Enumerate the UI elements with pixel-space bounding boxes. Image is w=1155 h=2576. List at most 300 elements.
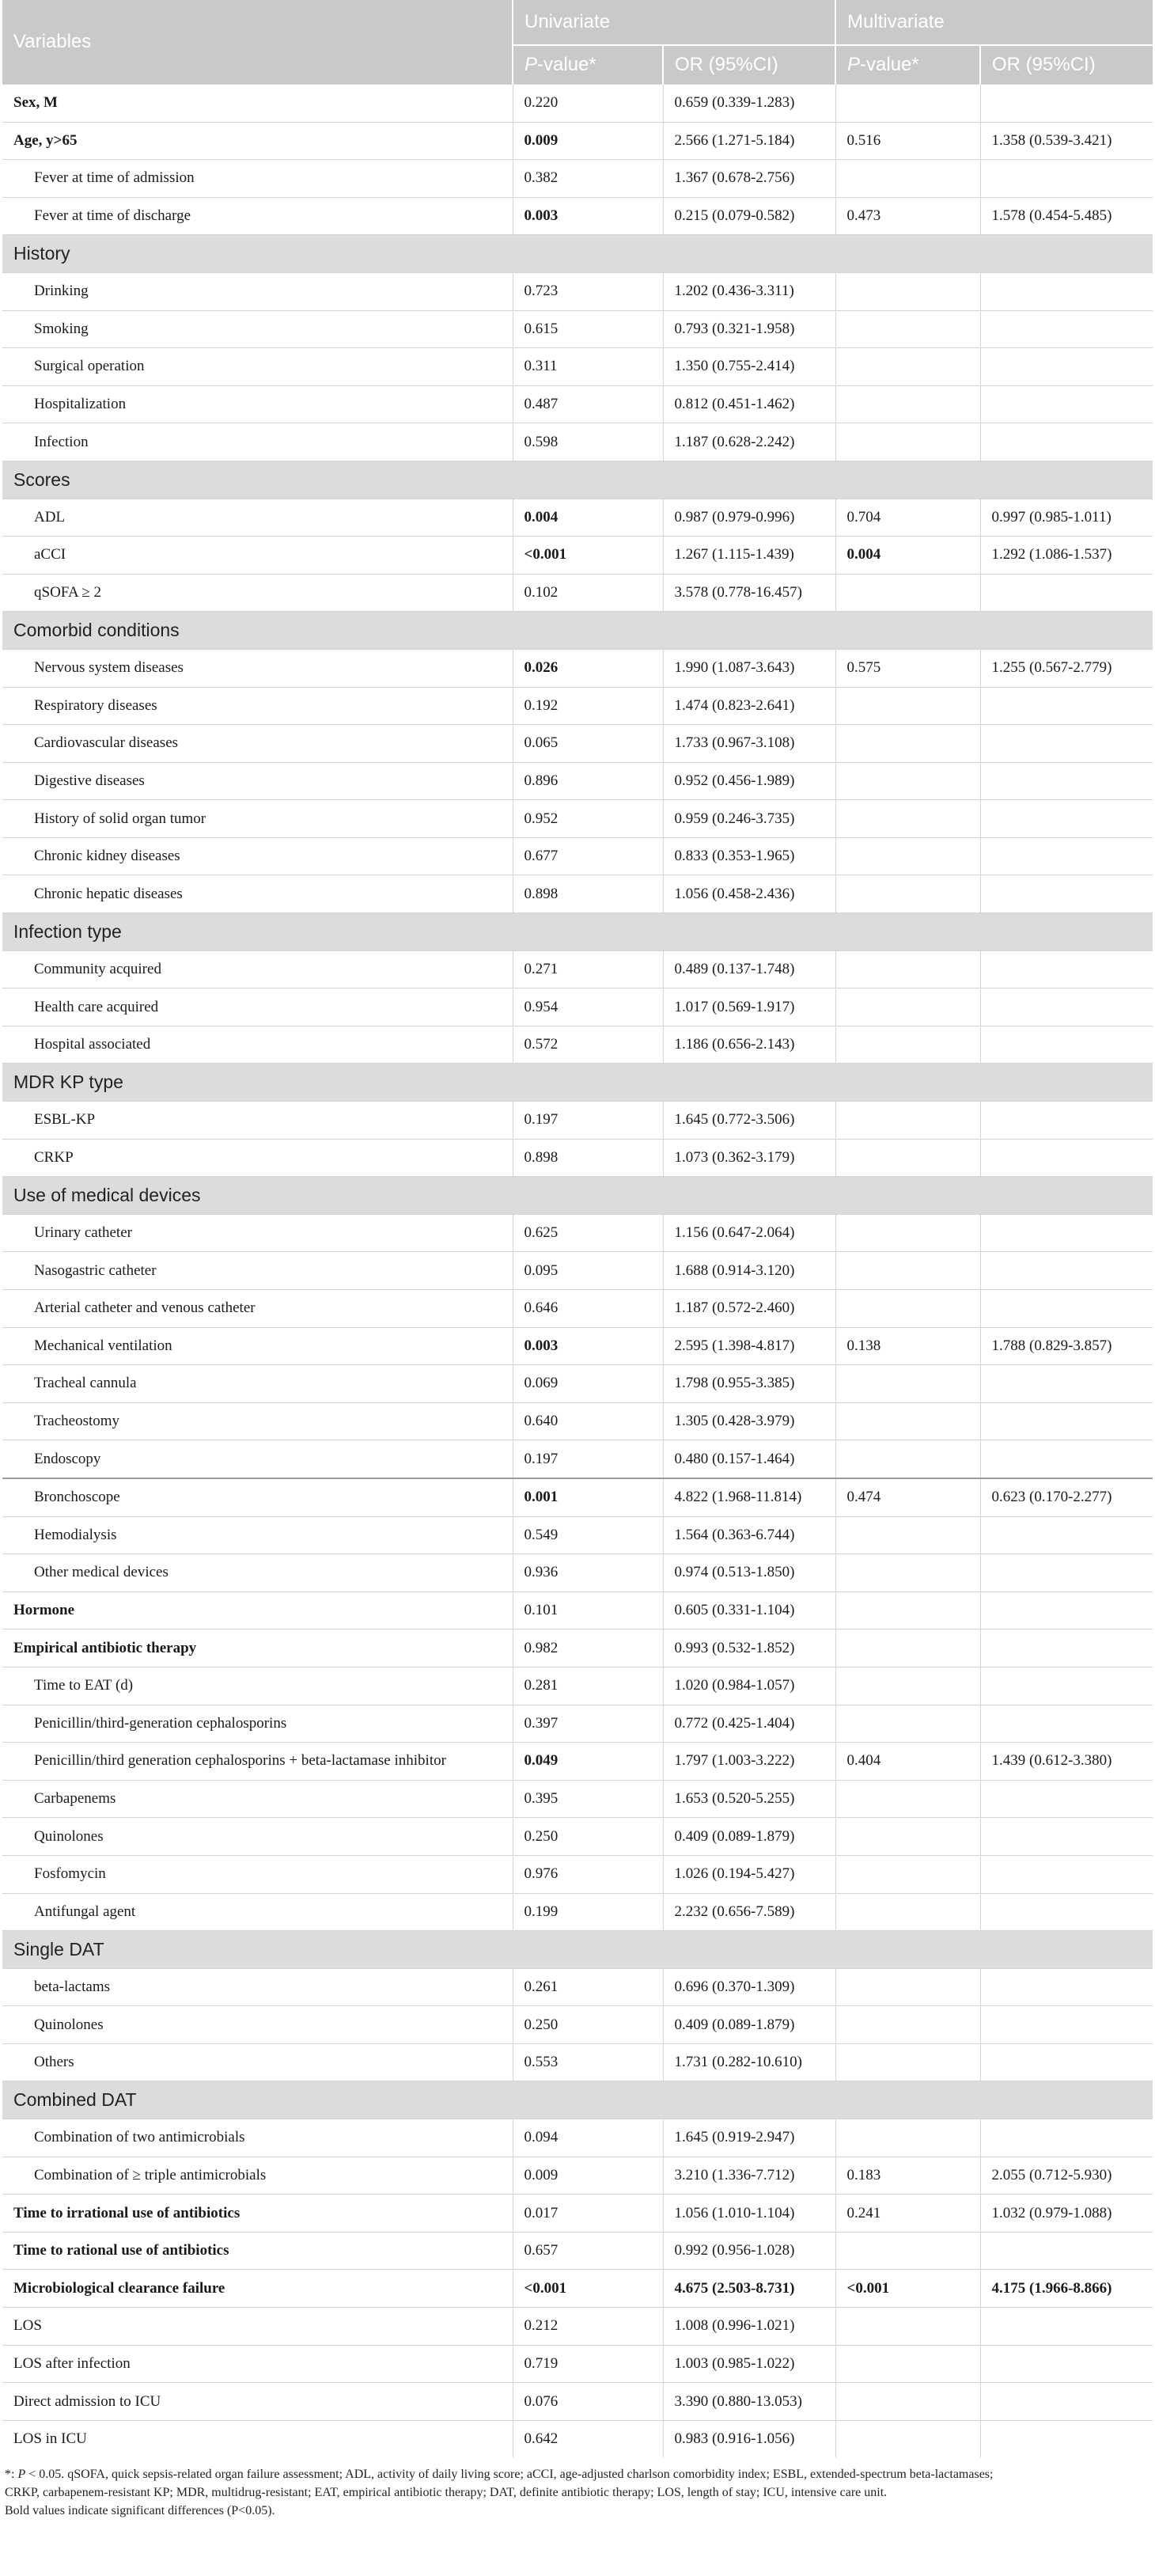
univariate-p-cell: 0.646 [513, 1290, 663, 1328]
variable-cell: ADL [2, 499, 513, 537]
univariate-or-cell: 1.056 (1.010-1.104) [663, 2195, 835, 2233]
table-row [2, 2232, 1153, 2270]
multivariate-p-cell [835, 875, 980, 913]
variable-cell: Surgical operation [2, 348, 513, 386]
section-row [2, 612, 1153, 650]
multivariate-p-cell [835, 310, 980, 348]
table-row [2, 1365, 1153, 1403]
univariate-or-cell: 1.156 (0.647-2.064) [663, 1214, 835, 1252]
table-row [2, 423, 1153, 461]
multivariate-or-cell [980, 2119, 1153, 2157]
section-label: Combined DAT [2, 2081, 1153, 2119]
univariate-or-cell: 4.822 (1.968-11.814) [663, 1478, 835, 1516]
multivariate-or-cell [980, 1893, 1153, 1931]
univariate-or-cell: 0.659 (0.339-1.283) [663, 85, 835, 123]
multivariate-or-cell [980, 348, 1153, 386]
table-row [2, 1554, 1153, 1592]
table-row [2, 348, 1153, 386]
variable-cell: qSOFA ≥ 2 [2, 574, 513, 612]
table-row [2, 1440, 1153, 1478]
multivariate-p-cell [835, 1893, 980, 1931]
univariate-p-cell: 0.898 [513, 875, 663, 913]
univariate-p-cell: 0.003 [513, 197, 663, 235]
table-row [2, 1026, 1153, 1064]
variable-cell: Nasogastric catheter [2, 1252, 513, 1290]
multivariate-p-cell [835, 1290, 980, 1328]
results-table [2, 0, 1153, 2457]
variable-cell: Combination of two antimicrobials [2, 2119, 513, 2157]
variable-cell: Penicillin/third generation cephalosporins + beta-lactamase inhibitor [2, 1743, 513, 1781]
multivariate-or-cell [980, 1667, 1153, 1705]
univariate-or-cell: 0.489 (0.137-1.748) [663, 950, 835, 988]
univariate-or-cell: 0.215 (0.079-0.582) [663, 197, 835, 235]
table-row [2, 1478, 1153, 1516]
variable-cell: Arterial catheter and venous catheter [2, 1290, 513, 1328]
univariate-p-cell: 0.640 [513, 1402, 663, 1440]
univariate-p-cell: 0.657 [513, 2232, 663, 2270]
multivariate-p-cell [835, 1139, 980, 1177]
univariate-p-cell: 0.101 [513, 1592, 663, 1629]
univariate-or-cell: 1.564 (0.363-6.744) [663, 1516, 835, 1554]
multivariate-p-cell [835, 1968, 980, 2006]
univariate-p-cell: 0.598 [513, 423, 663, 461]
section-label: History [2, 235, 1153, 273]
univariate-or-cell: 1.056 (0.458-2.436) [663, 875, 835, 913]
variable-cell: ESBL-KP [2, 1102, 513, 1140]
univariate-or-cell: 1.305 (0.428-3.979) [663, 1402, 835, 1440]
univariate-or-cell: 0.833 (0.353-1.965) [663, 837, 835, 875]
univariate-or-cell: 1.688 (0.914-3.120) [663, 1252, 835, 1290]
multivariate-or-cell: 2.055 (0.712-5.930) [980, 2157, 1153, 2195]
table-row [2, 1780, 1153, 1818]
multivariate-p-cell [835, 348, 980, 386]
table-row [2, 1705, 1153, 1743]
multivariate-or-cell [980, 762, 1153, 800]
table-row [2, 1855, 1153, 1893]
univariate-or-cell: 0.480 (0.157-1.464) [663, 1440, 835, 1478]
univariate-or-cell: 0.974 (0.513-1.850) [663, 1554, 835, 1592]
univariate-p-cell: 0.976 [513, 1855, 663, 1893]
univariate-or-cell: 0.992 (0.956-1.028) [663, 2232, 835, 2270]
multivariate-p-cell [835, 2232, 980, 2270]
univariate-p-cell: 0.723 [513, 272, 663, 310]
table-row [2, 2270, 1153, 2308]
univariate-or-cell: 1.367 (0.678-2.756) [663, 160, 835, 198]
multivariate-p-cell [835, 1705, 980, 1743]
univariate-p-cell: 0.553 [513, 2043, 663, 2081]
variable-cell: Penicillin/third-generation cephalosporins [2, 1705, 513, 1743]
table-row [2, 875, 1153, 913]
univariate-or-cell: 0.605 (0.331-1.104) [663, 1592, 835, 1629]
variable-cell: Urinary catheter [2, 1214, 513, 1252]
univariate-or-cell: 3.578 (0.778-16.457) [663, 574, 835, 612]
multivariate-p-cell [835, 1554, 980, 1592]
multivariate-or-cell [980, 2232, 1153, 2270]
multivariate-or-cell [980, 574, 1153, 612]
variable-cell: Endoscopy [2, 1440, 513, 1478]
univariate-p-cell: 0.250 [513, 2006, 663, 2044]
variables-header: Variables [2, 0, 513, 85]
multivariate-or-cell [980, 1592, 1153, 1629]
section-label: MDR KP type [2, 1064, 1153, 1102]
multivariate-or-cell [980, 1516, 1153, 1554]
table-row [2, 2157, 1153, 2195]
univariate-p-cell: 0.009 [513, 2157, 663, 2195]
univariate-or-cell: 0.952 (0.456-1.989) [663, 762, 835, 800]
univariate-p-cell: 0.677 [513, 837, 663, 875]
multivariate-or-cell [980, 800, 1153, 838]
multivariate-or-cell [980, 85, 1153, 123]
univariate-p-cell: 0.212 [513, 2308, 663, 2346]
multivariate-p-cell [835, 2119, 980, 2157]
multivariate-p-cell: 0.473 [835, 197, 980, 235]
multivariate-or-cell: 1.292 (1.086-1.537) [980, 537, 1153, 575]
variable-cell: LOS in ICU [2, 2420, 513, 2457]
table-row [2, 1102, 1153, 1140]
univariate-or-cell: 1.474 (0.823-2.641) [663, 687, 835, 725]
multivariate-p-cell [835, 762, 980, 800]
univariate-p-cell: 0.001 [513, 1478, 663, 1516]
multivariate-p-cell: 0.704 [835, 499, 980, 537]
variable-cell: Combination of ≥ triple antimicrobials [2, 2157, 513, 2195]
table-row [2, 2195, 1153, 2233]
multivariate-p-cell: 0.404 [835, 1743, 980, 1781]
univariate-p-cell: 0.250 [513, 1818, 663, 1856]
multivariate-or-cell [980, 2420, 1153, 2457]
univariate-p-cell: 0.004 [513, 499, 663, 537]
table-row [2, 649, 1153, 687]
table-row [2, 1968, 1153, 2006]
variable-cell: Time to EAT (d) [2, 1667, 513, 1705]
univariate-or-cell: 1.797 (1.003-3.222) [663, 1743, 835, 1781]
univariate-or-cell: 1.733 (0.967-3.108) [663, 725, 835, 763]
univariate-or-cell: 2.566 (1.271-5.184) [663, 122, 835, 160]
multivariate-or-cell [980, 1026, 1153, 1064]
univariate-header: Univariate [513, 0, 835, 45]
variable-cell: LOS after infection [2, 2345, 513, 2383]
multivariate-or-cell [980, 2345, 1153, 2383]
variable-cell: Cardiovascular diseases [2, 725, 513, 763]
variable-cell: Hospitalization [2, 385, 513, 423]
variable-cell: Hospital associated [2, 1026, 513, 1064]
univariate-or-cell: 0.772 (0.425-1.404) [663, 1705, 835, 1743]
variable-cell: Sex, M [2, 85, 513, 123]
univariate-p-cell: 0.642 [513, 2420, 663, 2457]
table-row [2, 272, 1153, 310]
variable-cell: Drinking [2, 272, 513, 310]
table-row [2, 950, 1153, 988]
table-row [2, 1743, 1153, 1781]
variable-cell: Smoking [2, 310, 513, 348]
univariate-or-header: OR (95%CI) [663, 45, 835, 85]
table-row [2, 1327, 1153, 1365]
multivariate-or-cell [980, 1554, 1153, 1592]
univariate-or-cell: 0.696 (0.370-1.309) [663, 1968, 835, 2006]
multivariate-or-cell [980, 385, 1153, 423]
univariate-or-cell: 0.987 (0.979-0.996) [663, 499, 835, 537]
section-row [2, 913, 1153, 951]
univariate-p-cell: 0.397 [513, 1705, 663, 1743]
univariate-or-cell: 0.812 (0.451-1.462) [663, 385, 835, 423]
univariate-or-cell: 3.210 (1.336-7.712) [663, 2157, 835, 2195]
univariate-p-cell: 0.220 [513, 85, 663, 123]
variable-cell: Respiratory diseases [2, 687, 513, 725]
variable-cell: Others [2, 2043, 513, 2081]
section-label: Use of medical devices [2, 1177, 1153, 1215]
variable-cell: Chronic hepatic diseases [2, 875, 513, 913]
multivariate-p-cell: <0.001 [835, 2270, 980, 2308]
variable-cell: Time to irrational use of antibiotics [2, 2195, 513, 2233]
univariate-or-cell: 1.990 (1.087-3.643) [663, 649, 835, 687]
univariate-p-cell: 0.076 [513, 2383, 663, 2421]
univariate-p-cell: 0.896 [513, 762, 663, 800]
multivariate-or-cell [980, 1139, 1153, 1177]
multivariate-p-cell [835, 1516, 980, 1554]
multivariate-p-cell: 0.004 [835, 537, 980, 575]
table-row [2, 2119, 1153, 2157]
table-body [2, 85, 1153, 2458]
table-row [2, 1592, 1153, 1629]
footnote-line-2: CRKP, carbapenem-resistant KP; MDR, multidrug-resistant; EAT, empirical antibiotic therapy; DAT, definite antibiotic therapy; LOS, length of stay; ICU, intensive care unit. [5, 2486, 888, 2500]
multivariate-or-cell [980, 1855, 1153, 1893]
variable-cell: Hormone [2, 1592, 513, 1629]
multivariate-header: Multivariate [835, 0, 1153, 45]
variable-cell: Health care acquired [2, 988, 513, 1026]
multivariate-p-cell [835, 2420, 980, 2457]
multivariate-p-cell [835, 988, 980, 1026]
variable-cell: Time to rational use of antibiotics [2, 2232, 513, 2270]
univariate-or-cell: 0.793 (0.321-1.958) [663, 310, 835, 348]
univariate-p-cell: 0.065 [513, 725, 663, 763]
table-row [2, 1667, 1153, 1705]
univariate-or-cell: 1.267 (1.115-1.439) [663, 537, 835, 575]
table-row [2, 310, 1153, 348]
table-row [2, 1252, 1153, 1290]
variable-cell: Quinolones [2, 2006, 513, 2044]
multivariate-or-cell [980, 310, 1153, 348]
univariate-or-cell: 1.017 (0.569-1.917) [663, 988, 835, 1026]
table-row [2, 2308, 1153, 2346]
multivariate-p-cell [835, 385, 980, 423]
univariate-or-cell: 1.645 (0.919-2.947) [663, 2119, 835, 2157]
multivariate-or-cell [980, 950, 1153, 988]
univariate-or-cell: 1.731 (0.282-10.610) [663, 2043, 835, 2081]
multivariate-or-cell [980, 1402, 1153, 1440]
univariate-p-cell: 0.199 [513, 1893, 663, 1931]
univariate-or-cell: 1.187 (0.572-2.460) [663, 1290, 835, 1328]
multivariate-p-cell [835, 2043, 980, 2081]
section-label: Scores [2, 461, 1153, 499]
variable-cell: Antifungal agent [2, 1893, 513, 1931]
univariate-p-cell: 0.271 [513, 950, 663, 988]
multivariate-or-cell [980, 1780, 1153, 1818]
multivariate-p-cell [835, 2308, 980, 2346]
variable-cell: Mechanical ventilation [2, 1327, 513, 1365]
univariate-or-cell: 1.350 (0.755-2.414) [663, 348, 835, 386]
univariate-or-cell: 1.073 (0.362-3.179) [663, 1139, 835, 1177]
multivariate-p-cell [835, 1818, 980, 1856]
multivariate-or-cell [980, 423, 1153, 461]
multivariate-p-cell [835, 1214, 980, 1252]
multivariate-or-cell: 1.032 (0.979-1.088) [980, 2195, 1153, 2233]
univariate-p-cell: 0.615 [513, 310, 663, 348]
variable-cell: Microbiological clearance failure [2, 2270, 513, 2308]
univariate-p-cell: 0.382 [513, 160, 663, 198]
multivariate-or-header: OR (95%CI) [980, 45, 1153, 85]
table-footnote [5, 2465, 1150, 2520]
univariate-p-cell: 0.572 [513, 1026, 663, 1064]
section-row [2, 1931, 1153, 1969]
univariate-p-header: P-value* [513, 45, 663, 85]
section-row [2, 1064, 1153, 1102]
univariate-p-cell: 0.094 [513, 2119, 663, 2157]
multivariate-or-cell [980, 1365, 1153, 1403]
multivariate-p-cell [835, 1026, 980, 1064]
multivariate-p-cell [835, 1780, 980, 1818]
variable-cell: Direct admission to ICU [2, 2383, 513, 2421]
section-label: Single DAT [2, 1931, 1153, 1969]
univariate-p-cell: 0.017 [513, 2195, 663, 2233]
multivariate-p-cell [835, 2006, 980, 2044]
univariate-or-cell: 0.409 (0.089-1.879) [663, 2006, 835, 2044]
univariate-or-cell: 0.959 (0.246-3.735) [663, 800, 835, 838]
multivariate-or-cell [980, 1440, 1153, 1478]
multivariate-p-cell [835, 2345, 980, 2383]
multivariate-or-cell: 1.255 (0.567-2.779) [980, 649, 1153, 687]
table-row [2, 2043, 1153, 2081]
table-row [2, 2420, 1153, 2457]
table-row [2, 160, 1153, 198]
univariate-p-cell: 0.982 [513, 1629, 663, 1667]
table-row [2, 122, 1153, 160]
multivariate-or-cell [980, 2006, 1153, 2044]
multivariate-or-cell [980, 1102, 1153, 1140]
multivariate-or-cell: 1.439 (0.612-3.380) [980, 1743, 1153, 1781]
variable-cell: Infection [2, 423, 513, 461]
section-row [2, 1177, 1153, 1215]
table-row [2, 1214, 1153, 1252]
univariate-p-cell: 0.003 [513, 1327, 663, 1365]
variable-cell: Carbapenems [2, 1780, 513, 1818]
multivariate-p-cell: 0.516 [835, 122, 980, 160]
variable-cell: beta-lactams [2, 1968, 513, 2006]
univariate-or-cell: 2.232 (0.656-7.589) [663, 1893, 835, 1931]
univariate-or-cell: 1.653 (0.520-5.255) [663, 1780, 835, 1818]
table-row [2, 1629, 1153, 1667]
table-row [2, 800, 1153, 838]
multivariate-p-cell [835, 2383, 980, 2421]
variable-cell: Digestive diseases [2, 762, 513, 800]
univariate-or-cell: 0.983 (0.916-1.056) [663, 2420, 835, 2457]
univariate-p-cell: <0.001 [513, 2270, 663, 2308]
univariate-p-cell: 0.197 [513, 1102, 663, 1140]
multivariate-or-cell [980, 1705, 1153, 1743]
multivariate-or-cell [980, 1818, 1153, 1856]
multivariate-p-cell: 0.138 [835, 1327, 980, 1365]
multivariate-p-cell: 0.474 [835, 1478, 980, 1516]
univariate-or-cell: 1.798 (0.955-3.385) [663, 1365, 835, 1403]
univariate-or-cell: 0.993 (0.532-1.852) [663, 1629, 835, 1667]
univariate-p-cell: 0.049 [513, 1743, 663, 1781]
univariate-p-cell: 0.549 [513, 1516, 663, 1554]
variable-cell: Nervous system diseases [2, 649, 513, 687]
univariate-p-cell: 0.026 [513, 649, 663, 687]
univariate-or-cell: 2.595 (1.398-4.817) [663, 1327, 835, 1365]
variable-cell: CRKP [2, 1139, 513, 1177]
multivariate-p-cell [835, 574, 980, 612]
univariate-p-cell: 0.395 [513, 1780, 663, 1818]
univariate-p-cell: 0.281 [513, 1667, 663, 1705]
univariate-p-cell: <0.001 [513, 537, 663, 575]
table-row [2, 2006, 1153, 2044]
table-row [2, 762, 1153, 800]
multivariate-or-cell [980, 725, 1153, 763]
table-row [2, 2345, 1153, 2383]
variable-cell: History of solid organ tumor [2, 800, 513, 838]
table-header [2, 0, 1153, 85]
table-row [2, 499, 1153, 537]
table-row [2, 385, 1153, 423]
univariate-p-cell: 0.095 [513, 1252, 663, 1290]
table-row [2, 725, 1153, 763]
section-row [2, 235, 1153, 273]
univariate-p-cell: 0.487 [513, 385, 663, 423]
variable-cell: Age, y>65 [2, 122, 513, 160]
variable-cell: Tracheostomy [2, 1402, 513, 1440]
multivariate-p-cell [835, 1252, 980, 1290]
variable-cell: Fever at time of admission [2, 160, 513, 198]
multivariate-p-cell [835, 1365, 980, 1403]
univariate-or-cell: 1.008 (0.996-1.021) [663, 2308, 835, 2346]
univariate-p-cell: 0.311 [513, 348, 663, 386]
multivariate-p-cell [835, 1440, 980, 1478]
section-label: Comorbid conditions [2, 612, 1153, 650]
univariate-p-cell: 0.719 [513, 2345, 663, 2383]
table-row [2, 988, 1153, 1026]
variable-cell: Fosfomycin [2, 1855, 513, 1893]
section-row [2, 2081, 1153, 2119]
section-row [2, 461, 1153, 499]
multivariate-or-cell [980, 1629, 1153, 1667]
variable-cell: Empirical antibiotic therapy [2, 1629, 513, 1667]
multivariate-p-cell [835, 1592, 980, 1629]
multivariate-or-cell: 4.175 (1.966-8.866) [980, 2270, 1153, 2308]
multivariate-or-cell: 0.997 (0.985-1.011) [980, 499, 1153, 537]
multivariate-p-cell [835, 1855, 980, 1893]
multivariate-p-cell: 0.575 [835, 649, 980, 687]
variable-cell: Tracheal cannula [2, 1365, 513, 1403]
univariate-p-cell: 0.102 [513, 574, 663, 612]
multivariate-or-cell [980, 1290, 1153, 1328]
table-row [2, 837, 1153, 875]
table-row [2, 574, 1153, 612]
multivariate-or-cell [980, 687, 1153, 725]
table-row [2, 1516, 1153, 1554]
multivariate-p-cell [835, 1402, 980, 1440]
univariate-p-cell: 0.898 [513, 1139, 663, 1177]
table-row [2, 1290, 1153, 1328]
univariate-p-cell: 0.952 [513, 800, 663, 838]
multivariate-or-cell [980, 837, 1153, 875]
univariate-or-cell: 1.187 (0.628-2.242) [663, 423, 835, 461]
multivariate-or-cell [980, 988, 1153, 1026]
table-row [2, 85, 1153, 123]
univariate-or-cell: 1.026 (0.194-5.427) [663, 1855, 835, 1893]
univariate-or-cell: 1.645 (0.772-3.506) [663, 1102, 835, 1140]
multivariate-p-cell [835, 423, 980, 461]
multivariate-or-cell [980, 272, 1153, 310]
multivariate-or-cell: 0.623 (0.170-2.277) [980, 1478, 1153, 1516]
